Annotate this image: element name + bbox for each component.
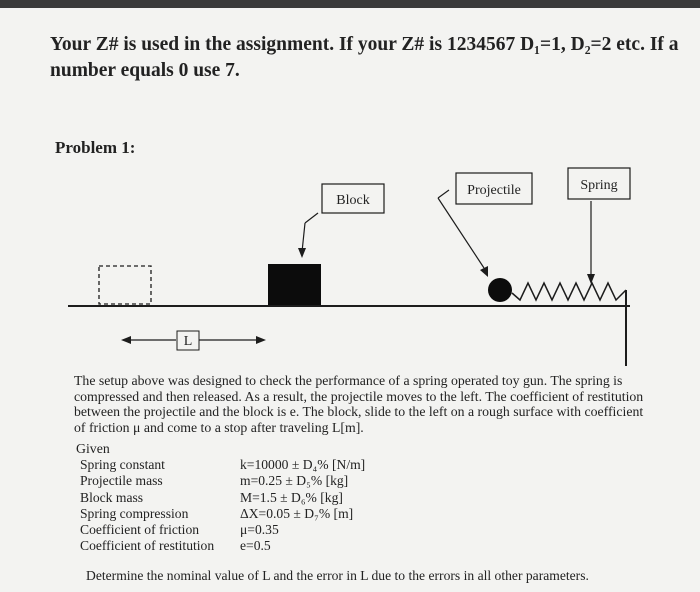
problem-title: Problem 1: bbox=[55, 138, 136, 157]
param-row bbox=[80, 538, 500, 554]
param-row bbox=[80, 457, 500, 473]
param-name: Coefficient of restitution bbox=[80, 538, 215, 554]
block-pointer bbox=[302, 223, 305, 252]
spring-coil bbox=[512, 283, 626, 300]
block-final-position bbox=[99, 266, 151, 304]
given-parameters bbox=[80, 457, 500, 555]
question-text: Determine the nominal value of L and the error in L due to the errors in all other parameters. bbox=[86, 568, 589, 583]
param-value: k=10000 ± D₄% [N/m] bbox=[240, 457, 366, 472]
assignment-note: Your Z# is used in the assignment. If your Z# is 1234567 D₁=1, D₂=2 etc. If a number equals 0 use 7. bbox=[50, 34, 679, 81]
spring-arrowhead bbox=[587, 274, 595, 284]
projectile-pointer bbox=[438, 198, 484, 268]
param-name: Coefficient of friction bbox=[80, 522, 200, 538]
param-value: μ=0.35 bbox=[240, 522, 279, 538]
param-value: M=1.5 ± D₆% [kg] bbox=[240, 489, 343, 505]
projectile-ball bbox=[488, 278, 512, 302]
l-left-arrowhead bbox=[121, 336, 131, 344]
projectile-label: Projectile bbox=[467, 183, 521, 198]
param-name: Spring constant bbox=[80, 457, 165, 472]
spring-label: Spring bbox=[580, 178, 618, 193]
param-value: m=0.25 ± D₅% [kg] bbox=[240, 473, 349, 489]
block bbox=[268, 264, 321, 305]
param-value: ΔX=0.05 ± D₇% [m] bbox=[240, 505, 354, 521]
param-name: Projectile mass bbox=[80, 473, 163, 489]
block-arrowhead bbox=[298, 248, 306, 258]
param-name: Spring compression bbox=[80, 505, 189, 521]
l-right-arrowhead bbox=[256, 336, 266, 344]
param-row bbox=[80, 473, 500, 489]
param-row bbox=[80, 506, 500, 522]
param-name: Block mass bbox=[80, 489, 144, 505]
param-row bbox=[80, 522, 500, 538]
param-row bbox=[80, 490, 500, 506]
problem-description: The setup above was designed to check the performance of a spring operated toy gun. The spring is compressed and then released. As a result, the projectile moves to the left. The coefficient of restitution between the projectile and the block is e. The block, slide to the left on a rough surface with coefficient of friction μ and come to a stop after traveling L[m]. bbox=[74, 373, 644, 435]
param-value: e=0.5 bbox=[240, 538, 271, 554]
l-label: L bbox=[183, 334, 193, 349]
given-heading: Given bbox=[76, 441, 110, 456]
block-label: Block bbox=[336, 193, 370, 208]
